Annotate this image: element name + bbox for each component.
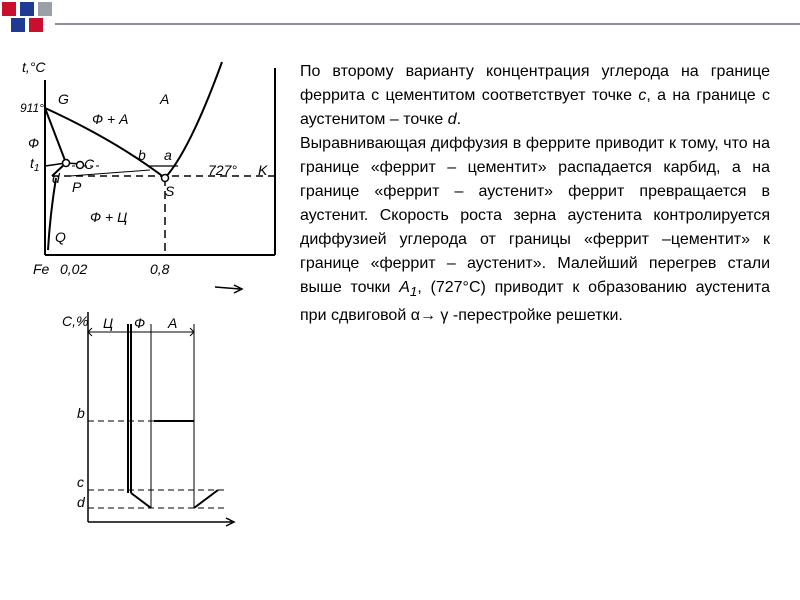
decorative-header bbox=[0, 0, 800, 40]
t1-sub: 1 bbox=[33, 163, 40, 174]
label-d: d bbox=[52, 170, 60, 186]
p1-point-c: с bbox=[638, 87, 647, 104]
p1-point-d: d bbox=[447, 111, 457, 128]
figure bbox=[0, 40, 300, 600]
paragraph-2 bbox=[300, 132, 770, 328]
label-t1 bbox=[30, 155, 39, 174]
point-marker-2 bbox=[77, 162, 84, 169]
phase-ylabel: t,°C bbox=[22, 59, 46, 75]
se-curve bbox=[165, 62, 222, 178]
profile-labels bbox=[62, 313, 177, 510]
paragraph-1 bbox=[300, 60, 770, 132]
p2-text-b: , (727°С) приводит к образованию аустенита при сдвиговой bbox=[300, 279, 771, 325]
label-k: K bbox=[258, 162, 268, 178]
label-a-point: a bbox=[164, 147, 172, 163]
label-phi-region: Ф bbox=[134, 315, 146, 331]
p1-end: . bbox=[456, 111, 462, 128]
label-911: 911° bbox=[20, 101, 44, 115]
label-phi-plus-c: Ф + Ц bbox=[90, 209, 128, 225]
point-marker-s bbox=[162, 175, 169, 182]
label-a-region: А bbox=[160, 91, 170, 107]
label-s: S bbox=[165, 183, 175, 199]
pc-line bbox=[70, 170, 150, 176]
point-marker-1 bbox=[63, 160, 70, 167]
p2-text-a: Выравнивающая диффузия в феррите приводит к тому, что на границе «феррит – цементит» распадается карбид, а на границе «феррит – аустенит» феррит превращается в аустенит. Скорость роста зерна аустенита контролируется диффузией углерода от границы «феррит –цементит» к границе «феррит – аустенит». Малейший перегрев стали выше точки bbox=[300, 135, 770, 296]
p2-gamma: γ bbox=[440, 307, 449, 325]
square-blue-1 bbox=[20, 2, 34, 16]
t1-main: t bbox=[30, 155, 34, 171]
label-q: Q bbox=[55, 229, 66, 245]
label-c-level: c bbox=[77, 474, 84, 490]
austenite-gradient bbox=[194, 490, 218, 508]
p1-text-a: По второму варианту концентрация углерода на границе феррита с цементитом соответствует точке bbox=[300, 63, 770, 104]
ferrite-gradient bbox=[131, 493, 151, 508]
label-d-level: d bbox=[77, 494, 85, 510]
label-0-02: 0,02 bbox=[60, 261, 88, 277]
p1-text-b: , а на границе с аустенитом – точке bbox=[300, 87, 770, 128]
label-0-8: 0,8 bbox=[150, 261, 170, 277]
label-c-region: Ц bbox=[103, 315, 114, 331]
square-gray-1 bbox=[38, 2, 52, 16]
square-blue-2 bbox=[11, 18, 25, 32]
label-727: 727° bbox=[208, 162, 237, 178]
p2-a1-sub: 1 bbox=[409, 284, 418, 300]
corner-squares bbox=[2, 2, 52, 32]
p2-end: -перестройке решетки. bbox=[452, 307, 623, 325]
body-text bbox=[300, 60, 770, 328]
arrow-line bbox=[215, 287, 240, 289]
label-b: b bbox=[138, 147, 146, 163]
label-g: G bbox=[58, 91, 69, 107]
profile-ylabel: C,% bbox=[62, 313, 89, 329]
p2-alpha: α bbox=[410, 307, 420, 325]
profile-diagram bbox=[88, 312, 234, 526]
square-red-2 bbox=[29, 18, 43, 32]
label-p: P bbox=[72, 179, 82, 195]
p2-arrow: → bbox=[419, 307, 436, 325]
label-phi-plus-a: Ф + А bbox=[92, 111, 129, 127]
label-b-level: b bbox=[77, 405, 85, 421]
label-c: C bbox=[84, 156, 95, 172]
phase-labels bbox=[20, 59, 268, 277]
label-fe: Fe bbox=[33, 261, 50, 277]
p2-a1: А bbox=[399, 279, 410, 296]
square-red-1 bbox=[2, 2, 16, 16]
label-a-region-profile: А bbox=[168, 315, 178, 331]
label-phi: Ф bbox=[28, 135, 40, 151]
